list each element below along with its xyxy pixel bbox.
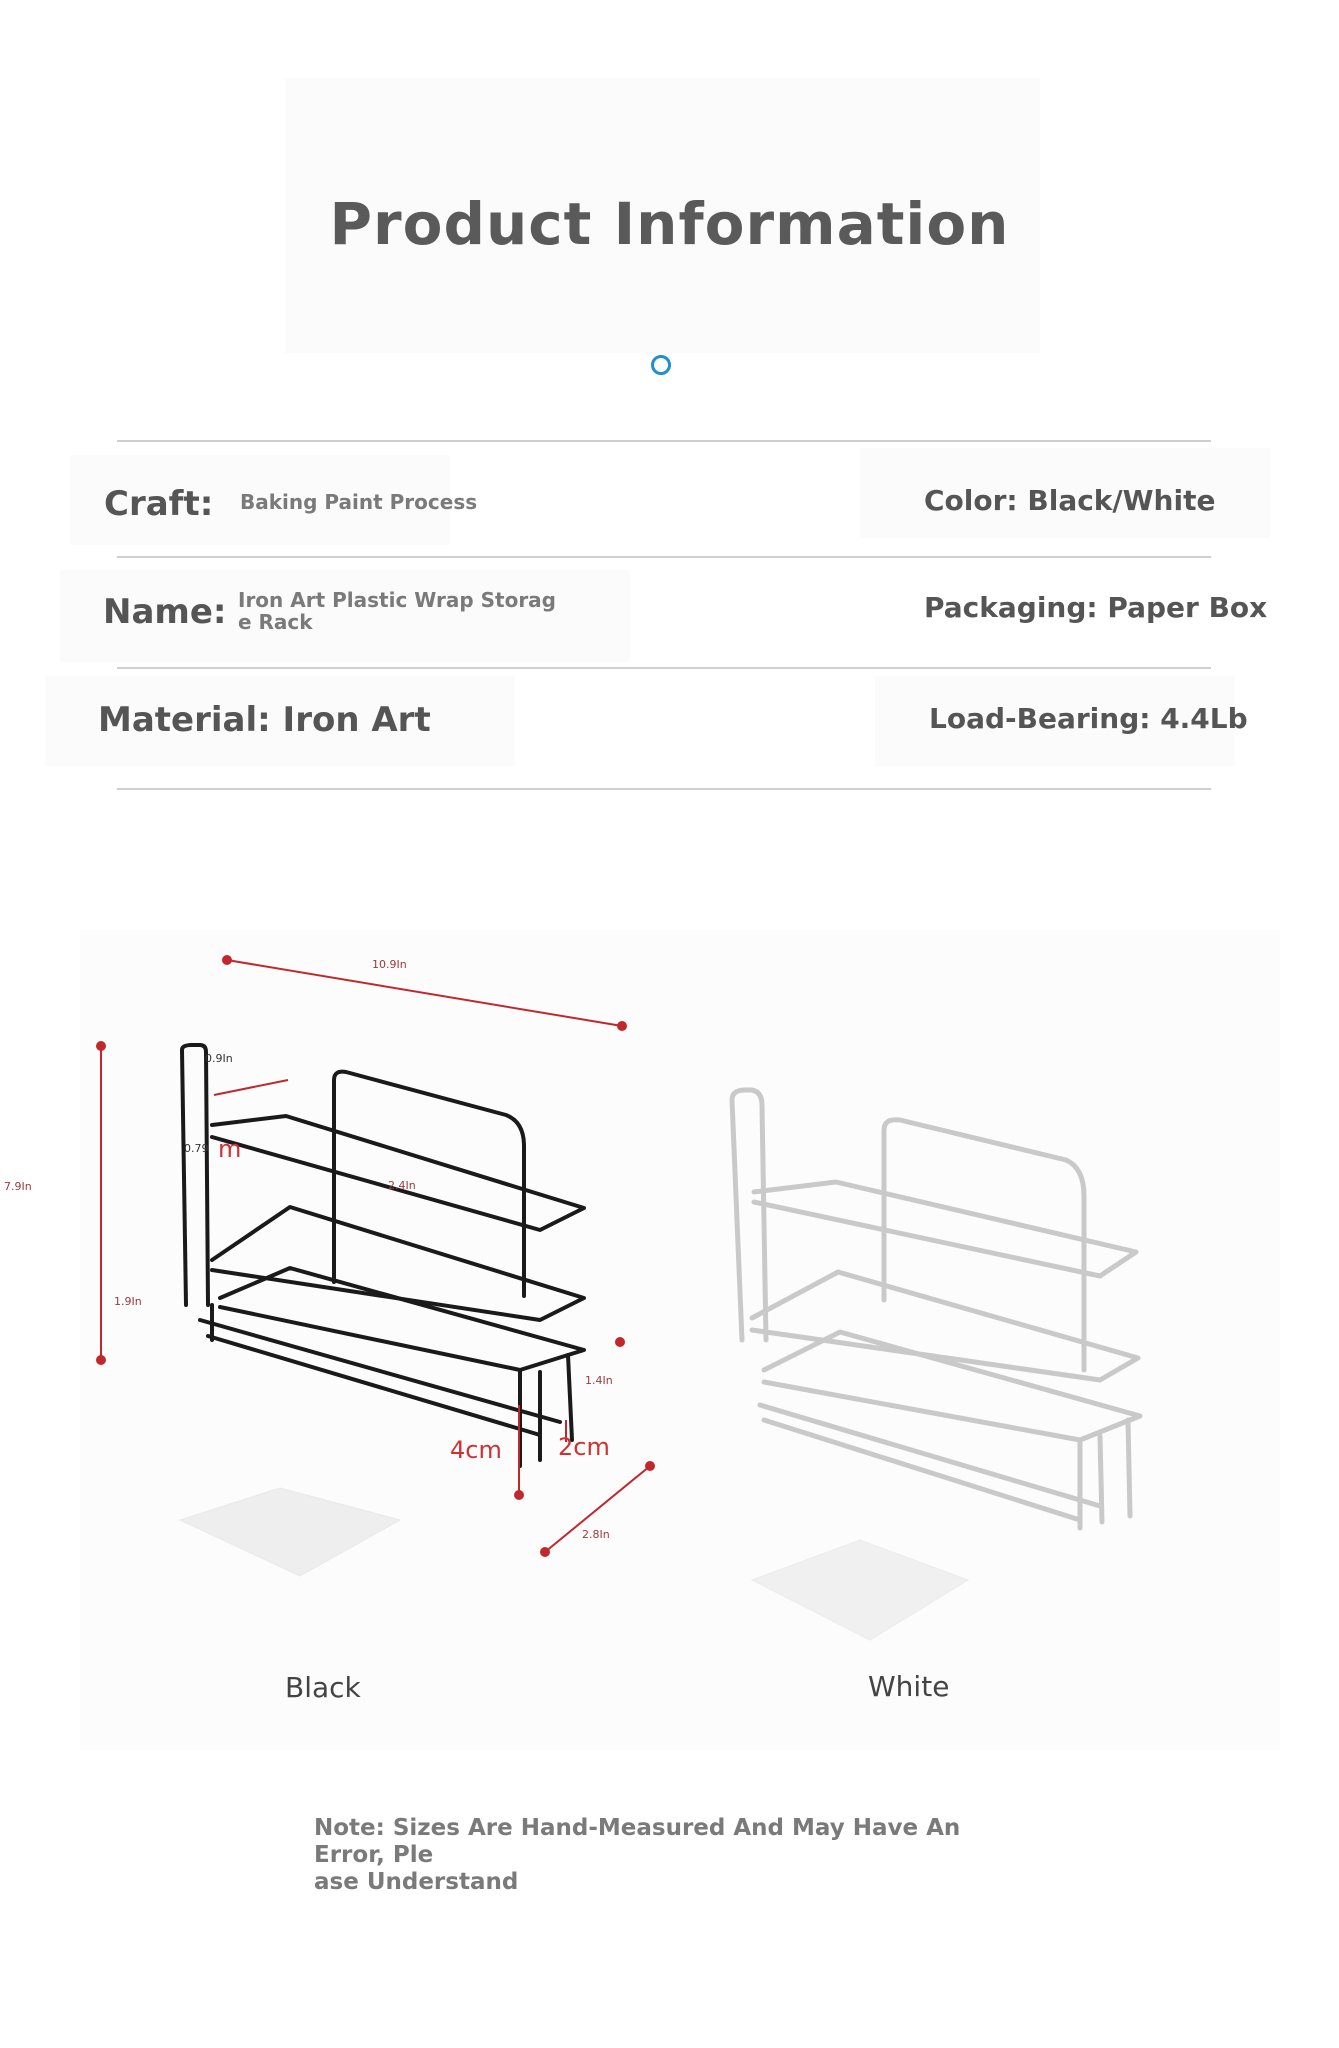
- top-gap-label: 0.9In: [205, 1052, 233, 1065]
- packaging-spec: Packaging: Paper Box: [924, 591, 1268, 624]
- hook-gap-label: 0.79: [184, 1142, 209, 1155]
- divider: [117, 556, 1211, 558]
- divider: [117, 788, 1211, 790]
- bar-gap-label: 1.4In: [585, 1374, 613, 1387]
- product-illustration: [0, 900, 1339, 1680]
- color-spec: Color: Black/White: [924, 484, 1216, 517]
- measurement-note: [314, 1815, 1034, 1896]
- note-line: Note: Sizes Are Hand-Measured And May Have An Error, Ple: [314, 1815, 961, 1868]
- dimension-lines: [97, 956, 654, 1556]
- page-title: Product Information: [329, 190, 1010, 258]
- name-value: [238, 589, 556, 633]
- cm-label: m: [218, 1135, 242, 1163]
- divider: [117, 440, 1211, 442]
- cm-b-label: 2cm: [558, 1433, 610, 1461]
- shelf-depth-label: 2.4In: [388, 1179, 416, 1192]
- craft-label: Craft:: [104, 484, 214, 524]
- name-value-line: Iron Art Plastic Wrap Storag: [238, 588, 556, 612]
- note-line: ase Understand: [314, 1869, 519, 1895]
- adhesive-pad-icon: [180, 1488, 400, 1576]
- white-rack-image: [732, 1090, 1140, 1528]
- circle-indicator-icon: [651, 355, 671, 375]
- variant-label-black: Black: [285, 1671, 361, 1704]
- variant-label-white: White: [868, 1670, 950, 1703]
- depth-label: 2.8In: [582, 1528, 610, 1541]
- width-label: 10.9In: [372, 958, 407, 971]
- divider: [117, 667, 1211, 669]
- lower-height-label: 1.9In: [114, 1295, 142, 1308]
- black-rack-image: [182, 1045, 584, 1466]
- craft-value: Baking Paint Process: [240, 490, 478, 514]
- material-spec: Material: Iron Art: [98, 700, 431, 740]
- name-label: Name:: [103, 592, 227, 632]
- name-value-line: e Rack: [238, 610, 313, 634]
- adhesive-pad-icon: [752, 1540, 968, 1640]
- height-label: 7.9In: [4, 1180, 32, 1193]
- load-bearing-spec: Load-Bearing: 4.4Lb: [929, 702, 1248, 735]
- cm-a-label: 4cm: [450, 1436, 502, 1464]
